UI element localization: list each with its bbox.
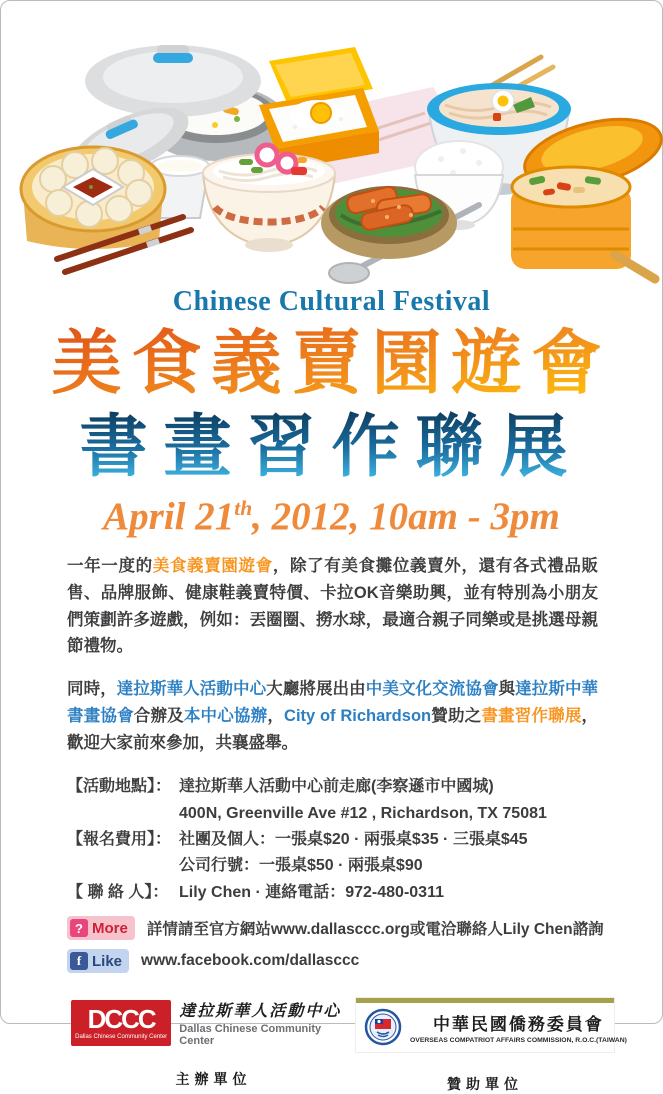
ocac-logo — [356, 998, 627, 1052]
website-info-text: 詳情請至官方網站www.dallasccc.org或電洽聯絡人Lily Chen諮詢 — [146, 921, 604, 939]
dccc-name-zh: 達拉斯華人活動中心 — [179, 1003, 342, 1021]
like-row — [67, 949, 662, 973]
intro-paragraph — [67, 553, 598, 660]
date-suffix: , 2012, 10am - 3pm — [252, 495, 560, 539]
fees-line1: 社團及個人：一張桌$20 · 兩張桌$35 · 三張桌$45 — [179, 831, 528, 848]
para2-text: 合辦及 — [133, 706, 184, 725]
event-details — [1, 772, 662, 906]
social-links — [1, 906, 662, 973]
para2-text: 大廳將展出由 — [266, 680, 366, 699]
udon-bowl-illustration — [203, 145, 335, 252]
organizer-column — [71, 998, 356, 1094]
sponsor-label: 贊助單位 — [447, 1076, 523, 1093]
highlight-art-exhibit: 書畫習作聯展 — [481, 706, 582, 725]
footer — [1, 982, 662, 1094]
para2-text: 同時， — [67, 680, 117, 699]
sponsor-column — [356, 998, 627, 1094]
body-copy — [1, 539, 662, 756]
fees-line2: 公司行號：一張桌$50 · 兩張桌$90 — [179, 857, 423, 875]
location-line1: 達拉斯華人活動中心前走廊(李察遜市中國城) — [179, 778, 494, 796]
like-badge-label: Like — [92, 952, 123, 970]
question-icon: ? — [70, 919, 88, 937]
location-row — [67, 774, 602, 827]
highlight-dccc: 達拉斯華人活動中心 — [116, 680, 267, 699]
date-superscript: th — [234, 496, 253, 521]
exhibit-paragraph — [67, 676, 598, 756]
dccc-acronym: DCCC — [87, 1003, 155, 1034]
para2-text: ，歡迎大家前來參加，共襄盛舉。 — [67, 706, 599, 752]
para1-text: 一年一度的 — [67, 557, 153, 576]
heading-art-exhibit: 書畫習作聯展 — [1, 407, 662, 489]
ocac-name-zh: 中華民國僑務委員會 — [432, 1015, 604, 1035]
date-prefix: April 21 — [103, 495, 235, 539]
highlight-art-society: 達拉斯中華書畫協會 — [67, 680, 599, 725]
dccc-box-tagline: Dallas Chinese Community Center — [75, 1033, 168, 1040]
fees-label: 【報名費用】： — [67, 831, 172, 848]
location-line2: 400N, Greenville Ave #12 , Richardson, TX 75081 — [179, 804, 547, 822]
facebook-like-badge[interactable] — [67, 949, 129, 973]
ocac-emblem-icon — [364, 1008, 402, 1046]
para2-text: 與 — [498, 680, 516, 699]
location-label: 【活動地點】： — [67, 778, 172, 796]
para1-text-cont: ，除了有美食攤位義賣外，還有各式禮品販售、品牌服飾、健康鞋義賣特價、卡拉OK音樂助興，並有特別為小朋友們策劃許多遊戲，例如：丟圈圈、撈水球，最適合親子同樂或是挑選母親節禮物。 — [67, 557, 599, 656]
fees-row — [67, 827, 602, 880]
more-badge-label: More — [92, 919, 128, 937]
highlight-food-fair: 美食義賣園遊會 — [152, 557, 273, 576]
highlight-city-of-richardson: City of Richardson — [284, 706, 432, 725]
para2-text: 贊助之 — [431, 706, 482, 725]
event-date — [1, 494, 662, 539]
heading-food-fair: 美食義賣園遊會 — [1, 322, 662, 405]
dumpling-steamer-illustration — [21, 147, 165, 249]
ocac-name-en: OVERSEAS COMPATRIOT AFFAIRS COMMISSION, R.O.C.(TAIWAN) — [410, 1037, 627, 1045]
more-badge[interactable] — [67, 916, 135, 940]
highlight-center: 本中心協辦 — [183, 706, 268, 725]
organizer-label: 主辦單位 — [175, 1071, 252, 1088]
facebook-url-text[interactable]: www.facebook.com/dallasccc — [141, 952, 360, 970]
page-title: Chinese Cultural Festival — [172, 286, 491, 317]
dccc-logo-icon — [71, 1000, 171, 1046]
facebook-icon: f — [70, 952, 88, 970]
contact-line1: Lily Chen · 連絡電話：972-480-0311 — [179, 883, 444, 901]
para2-text: ， — [267, 706, 285, 725]
food-illustration — [1, 1, 662, 284]
dccc-name-en: Dallas Chinese Community Center — [179, 1023, 322, 1048]
contact-label: 【 聯 絡 人】： — [67, 883, 169, 901]
dccc-logo — [71, 998, 356, 1047]
more-row — [67, 916, 662, 940]
highlight-exchange-assoc: 中美文化交流協會 — [365, 680, 499, 699]
contact-row — [67, 880, 602, 906]
